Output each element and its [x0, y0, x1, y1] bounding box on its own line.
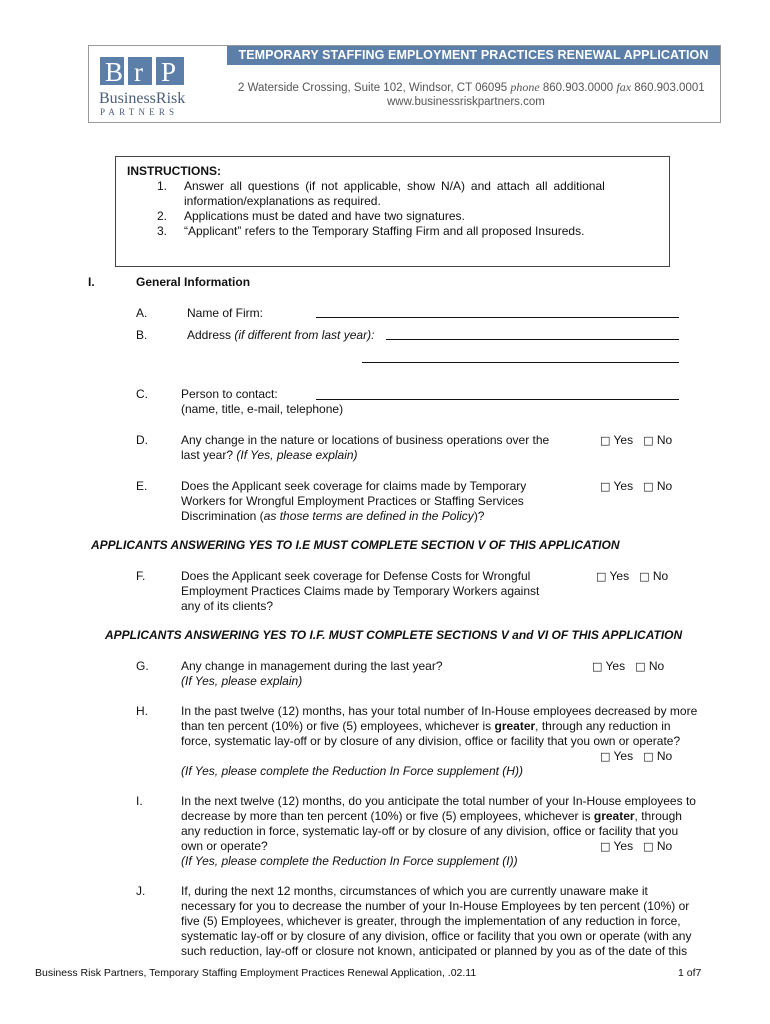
question-text: necessary for you to decrease the number of your In-House Employees by ten percent (10%) or	[181, 899, 690, 913]
no-label: No	[656, 479, 673, 493]
contact-label-note: (name, title, e-mail, telephone)	[181, 402, 344, 416]
section-number: I.	[88, 275, 95, 289]
question-note: (If Yes, please explain)	[181, 674, 303, 688]
question-text: own or operate?	[181, 839, 268, 853]
no-label: No	[656, 433, 673, 447]
phone-number: 860.903.0000	[542, 82, 614, 94]
yes-no-options	[600, 479, 672, 494]
question-note: as those terms are defined in the Policy	[263, 509, 474, 523]
address-field-line-2[interactable]	[362, 362, 679, 363]
footer-text: Business Risk Partners, Temporary Staffing Employment Practices Renewal Application, .02.11	[35, 967, 477, 979]
question-text	[181, 509, 484, 524]
item-letter: H.	[136, 704, 148, 718]
no-label: No	[648, 659, 665, 673]
question-text: five (5) Employees, whichever is greater, through the implementation of any reduction in force,	[181, 914, 681, 928]
yes-label: Yes	[613, 839, 634, 853]
instruction-text: information/explanations as required.	[184, 194, 381, 208]
question-text: any reduction in force, systematic lay-off or by closure of any division, office or facility that you	[181, 824, 679, 838]
question-text: Does the Applicant seek coverage for Defense Costs for Wrongful	[181, 569, 531, 583]
question-text-part: , through	[634, 809, 682, 823]
checkbox-no[interactable]: □	[643, 434, 654, 447]
svg-text:PARTNERS: PARTNERS	[100, 107, 179, 117]
item-letter: J.	[136, 884, 146, 898]
question-text: such reduction, lay-off or closure not known, anticipated or planned by you as of the date of this	[181, 944, 688, 958]
checkbox-no[interactable]: □	[635, 660, 646, 673]
svg-text:B: B	[105, 57, 124, 87]
item-letter: F.	[136, 569, 146, 583]
contact-field[interactable]	[316, 399, 679, 400]
yes-label: Yes	[613, 749, 634, 763]
question-text	[181, 719, 671, 734]
fax-number: 860.903.0001	[634, 82, 705, 94]
sections-v-vi-notice: APPLICANTS ANSWERING YES TO I.F. MUST COMPLETE SECTIONS V and VI OF THIS APPLICATION	[105, 628, 683, 642]
question-text-part: Discrimination (	[181, 509, 264, 523]
question-text-part: , through any reduction in	[535, 719, 671, 733]
question-text: If, during the next 12 months, circumstances of which you are currently unaware make it	[181, 884, 648, 898]
question-text	[181, 809, 682, 824]
yes-label: Yes	[609, 569, 630, 583]
checkbox-no[interactable]: □	[643, 840, 654, 853]
fax-label: fax	[616, 80, 632, 94]
form-title-banner: TEMPORARY STAFFING EMPLOYMENT PRACTICES RENEWAL APPLICATION	[227, 46, 720, 65]
item-letter: B.	[136, 328, 148, 342]
yes-no-options	[596, 569, 668, 584]
yes-no-options	[600, 839, 672, 854]
svg-text:P: P	[161, 57, 177, 87]
no-label: No	[656, 839, 673, 853]
checkbox-yes[interactable]: □	[600, 480, 611, 493]
question-text-part: last year?	[181, 448, 237, 462]
instruction-number: 2.	[157, 209, 168, 223]
question-text: In the past twelve (12) months, has your total number of In-House employees decreased by more	[181, 704, 698, 718]
svg-text:r: r	[134, 57, 143, 87]
company-logo	[96, 53, 192, 119]
svg-text:BusinessRisk: BusinessRisk	[99, 90, 186, 107]
instruction-text: Answer all questions (if not applicable, show N/A) and attach all additional	[184, 179, 605, 193]
question-note: (If Yes, please complete the Reduction In Force supplement (H))	[181, 764, 523, 778]
yes-label: Yes	[605, 659, 626, 673]
question-text: Does the Applicant seek coverage for claims made by Temporary	[181, 479, 527, 493]
item-letter: D.	[136, 433, 148, 447]
instruction-text: Applications must be dated and have two signatures.	[184, 209, 465, 223]
instruction-text: “Applicant” refers to the Temporary Staffing Firm and all proposed Insureds.	[184, 224, 585, 238]
question-text-part: than ten percent (10%) or five (5) employees, whichever is	[181, 719, 495, 733]
yes-no-options	[600, 433, 672, 448]
checkbox-yes[interactable]: □	[600, 434, 611, 447]
name-of-firm-label: Name of Firm:	[187, 306, 264, 320]
question-note: (If Yes, please complete the Reduction In Force supplement (I))	[181, 854, 518, 868]
checkbox-no[interactable]: □	[643, 480, 654, 493]
checkbox-no[interactable]: □	[639, 570, 650, 583]
item-letter: E.	[136, 479, 148, 493]
street-address: 2 Waterside Crossing, Suite 102, Windsor, CT 06095	[238, 82, 508, 94]
yes-no-options	[600, 749, 672, 764]
checkbox-no[interactable]: □	[643, 750, 654, 763]
question-text: Any change in the nature or locations of business operations over the	[181, 433, 550, 447]
company-address-line	[238, 80, 705, 96]
yes-label: Yes	[613, 433, 634, 447]
item-letter: C.	[136, 387, 148, 401]
phone-label: phone	[510, 80, 540, 94]
question-emphasis: greater	[494, 719, 536, 733]
address-label-note: (if different from last year):	[234, 328, 375, 342]
question-text: In the next twelve (12) months, do you anticipate the total number of your In-House employees to	[181, 794, 696, 808]
section-title: General Information	[136, 275, 251, 289]
yes-label: Yes	[613, 479, 634, 493]
instruction-number: 3.	[157, 224, 168, 238]
no-label: No	[656, 749, 673, 763]
question-text: force, systematic lay-off or by closure of any division, office or facility that you own or operate?	[181, 734, 681, 748]
checkbox-yes[interactable]: □	[592, 660, 603, 673]
instruction-number: 1.	[157, 179, 168, 193]
item-letter: A.	[136, 306, 148, 320]
question-text: any of its clients?	[181, 599, 274, 613]
contact-label: Person to contact:	[181, 387, 278, 401]
question-text: systematic lay-off or by closure of any division, office or facility that you own or operate (with any	[181, 929, 692, 943]
address-label-text: Address	[187, 328, 235, 342]
page-number: 1 of7	[678, 967, 702, 979]
checkbox-yes[interactable]: □	[600, 750, 611, 763]
no-label: No	[652, 569, 669, 583]
item-letter: G.	[136, 659, 149, 673]
yes-no-options	[592, 659, 664, 674]
question-note: (If Yes, please explain)	[236, 448, 358, 462]
question-text: Any change in management during the last year?	[181, 659, 443, 673]
question-text: Workers for Wrongful Employment Practices or Staffing Services	[181, 494, 524, 508]
address-label	[187, 328, 374, 343]
address-field[interactable]	[386, 339, 679, 340]
company-website[interactable]: www.businessriskpartners.com	[387, 96, 545, 108]
item-letter: I.	[136, 794, 143, 808]
instructions-title: INSTRUCTIONS:	[127, 164, 221, 178]
brp-logo-icon	[96, 53, 192, 119]
question-text-part: )?	[473, 509, 485, 523]
checkbox-yes[interactable]: □	[600, 840, 611, 853]
question-text	[181, 448, 358, 463]
checkbox-yes[interactable]: □	[596, 570, 607, 583]
question-text-part: decrease by more than ten percent (10%) or five (5) employees, whichever is	[181, 809, 594, 823]
section-v-notice: APPLICANTS ANSWERING YES TO I.E MUST COMPLETE SECTION V OF THIS APPLICATION	[91, 538, 620, 552]
name-of-firm-field[interactable]	[316, 317, 679, 318]
question-text: Employment Practices Claims made by Temporary Workers against	[181, 584, 540, 598]
question-emphasis: greater	[593, 809, 635, 823]
